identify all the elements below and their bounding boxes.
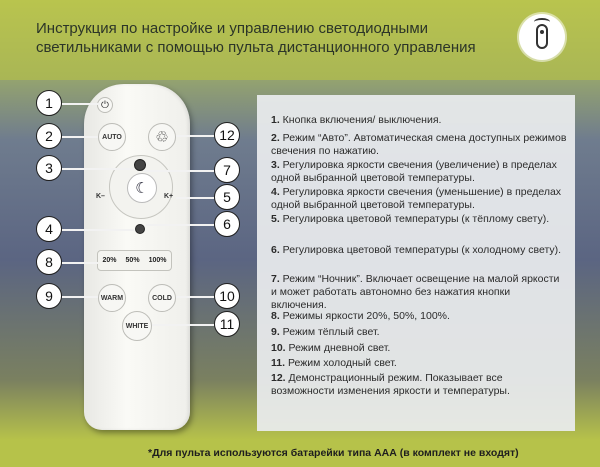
item-number: 6. (271, 244, 280, 256)
item-number: 7. (271, 273, 280, 285)
item-number: 4. (271, 186, 280, 198)
instruction-item (271, 186, 567, 212)
preset-20-button[interactable]: 20% (102, 257, 117, 264)
callout-line-12 (176, 135, 214, 137)
item-text: Регулировка яркости свечения (увеличение) в пределах одной выбранной цветовой температуры. (271, 159, 557, 184)
callout-8: 8 (36, 249, 62, 275)
callout-line-9 (62, 296, 98, 298)
instruction-item (271, 114, 567, 127)
callout-6: 6 (214, 211, 240, 237)
power-button[interactable]: ⏻ (97, 97, 113, 113)
item-text: Режим холодный свет. (285, 357, 397, 369)
callout-7: 7 (214, 157, 240, 183)
callout-3: 3 (36, 155, 62, 181)
moon-icon: ☾ (135, 180, 149, 197)
instruction-item (271, 273, 567, 312)
item-number: 8. (271, 310, 280, 322)
callout-10: 10 (214, 283, 240, 309)
page-title: Инструкция по настройке и управлению светодиодными светильниками с помощью пульта дистанционного управления (36, 20, 476, 56)
callout-line-5 (176, 197, 214, 199)
remote-dot-icon (540, 30, 544, 34)
callout-line-1 (62, 103, 100, 105)
callout-line-2 (62, 136, 98, 138)
item-number: 1. (271, 114, 280, 126)
callout-line-6 (146, 224, 214, 226)
callout-line-3 (62, 168, 134, 170)
callout-line-10 (176, 296, 214, 298)
item-text: Режим тёплый свет. (279, 326, 380, 338)
item-text: Режим дневной свет. (285, 342, 391, 354)
brightness-presets (97, 250, 172, 271)
night-mode-button[interactable] (127, 173, 157, 203)
instructions-panel (257, 95, 575, 431)
cold-button[interactable]: COLD (148, 284, 176, 312)
item-number: 12. (271, 372, 286, 384)
callout-2: 2 (36, 123, 62, 149)
k-minus-button[interactable]: K– (96, 193, 105, 200)
item-text: Регулировка яркости свечения (уменьшение) в пределах одной выбранной цветовой температуры. (271, 186, 562, 211)
instruction-item (271, 357, 567, 370)
callout-line-11 (152, 324, 214, 326)
battery-note: *Для пульта используются батарейки типа ААА (в комплект не входят) (148, 447, 519, 459)
remote-control-icon (519, 14, 565, 60)
item-text: Регулировка цветовой температуры (к холодному свету). (279, 244, 562, 256)
callout-line-7 (144, 170, 214, 172)
callout-line-4 (62, 229, 134, 231)
instruction-item (271, 310, 567, 323)
k-plus-button[interactable]: K+ (164, 193, 174, 200)
item-text: Режим “Ночник”. Включает освещение на малой яркости и может работать автономно без нажатия кнопки включения. (271, 273, 560, 311)
preset-100-button[interactable]: 100% (148, 257, 167, 264)
warm-button[interactable]: WARM (98, 284, 126, 312)
callout-11: 11 (214, 311, 240, 337)
item-text: Демонстрационный режим. Показывает все возможности изменения яркости и температуры. (271, 372, 510, 397)
instruction-item (271, 326, 567, 339)
instruction-item (271, 132, 567, 158)
callout-1: 1 (36, 90, 62, 116)
brightness-down-button[interactable] (135, 224, 145, 234)
item-number: 10. (271, 342, 286, 354)
item-number: 3. (271, 159, 280, 171)
instruction-item (271, 213, 567, 226)
item-text: Режим “Авто”. Автоматическая смена доступных режимов свечения по нажатию. (271, 132, 567, 157)
white-button[interactable]: WHITE (122, 311, 152, 341)
callout-line-8 (62, 262, 98, 264)
item-text: Регулировка цветовой температуры (к тёплому свету). (279, 213, 550, 225)
item-number: 11. (271, 357, 286, 369)
callout-9: 9 (36, 283, 62, 309)
remote-body-icon (536, 24, 548, 49)
callout-12: 12 (214, 122, 240, 148)
callout-5: 5 (214, 184, 240, 210)
instruction-item (271, 244, 567, 257)
instruction-item (271, 159, 567, 185)
item-number: 2. (271, 132, 280, 144)
instruction-item (271, 342, 567, 355)
item-number: 9. (271, 326, 280, 338)
preset-50-button[interactable]: 50% (125, 257, 140, 264)
callout-4: 4 (36, 216, 62, 242)
demo-button[interactable]: ♲ (148, 123, 176, 151)
instruction-item (271, 372, 567, 398)
item-text: Режимы яркости 20%, 50%, 100%. (279, 310, 450, 322)
auto-button[interactable]: AUTO (98, 123, 126, 151)
item-number: 5. (271, 213, 280, 225)
item-text: Кнопка включения/ выключения. (279, 114, 442, 126)
